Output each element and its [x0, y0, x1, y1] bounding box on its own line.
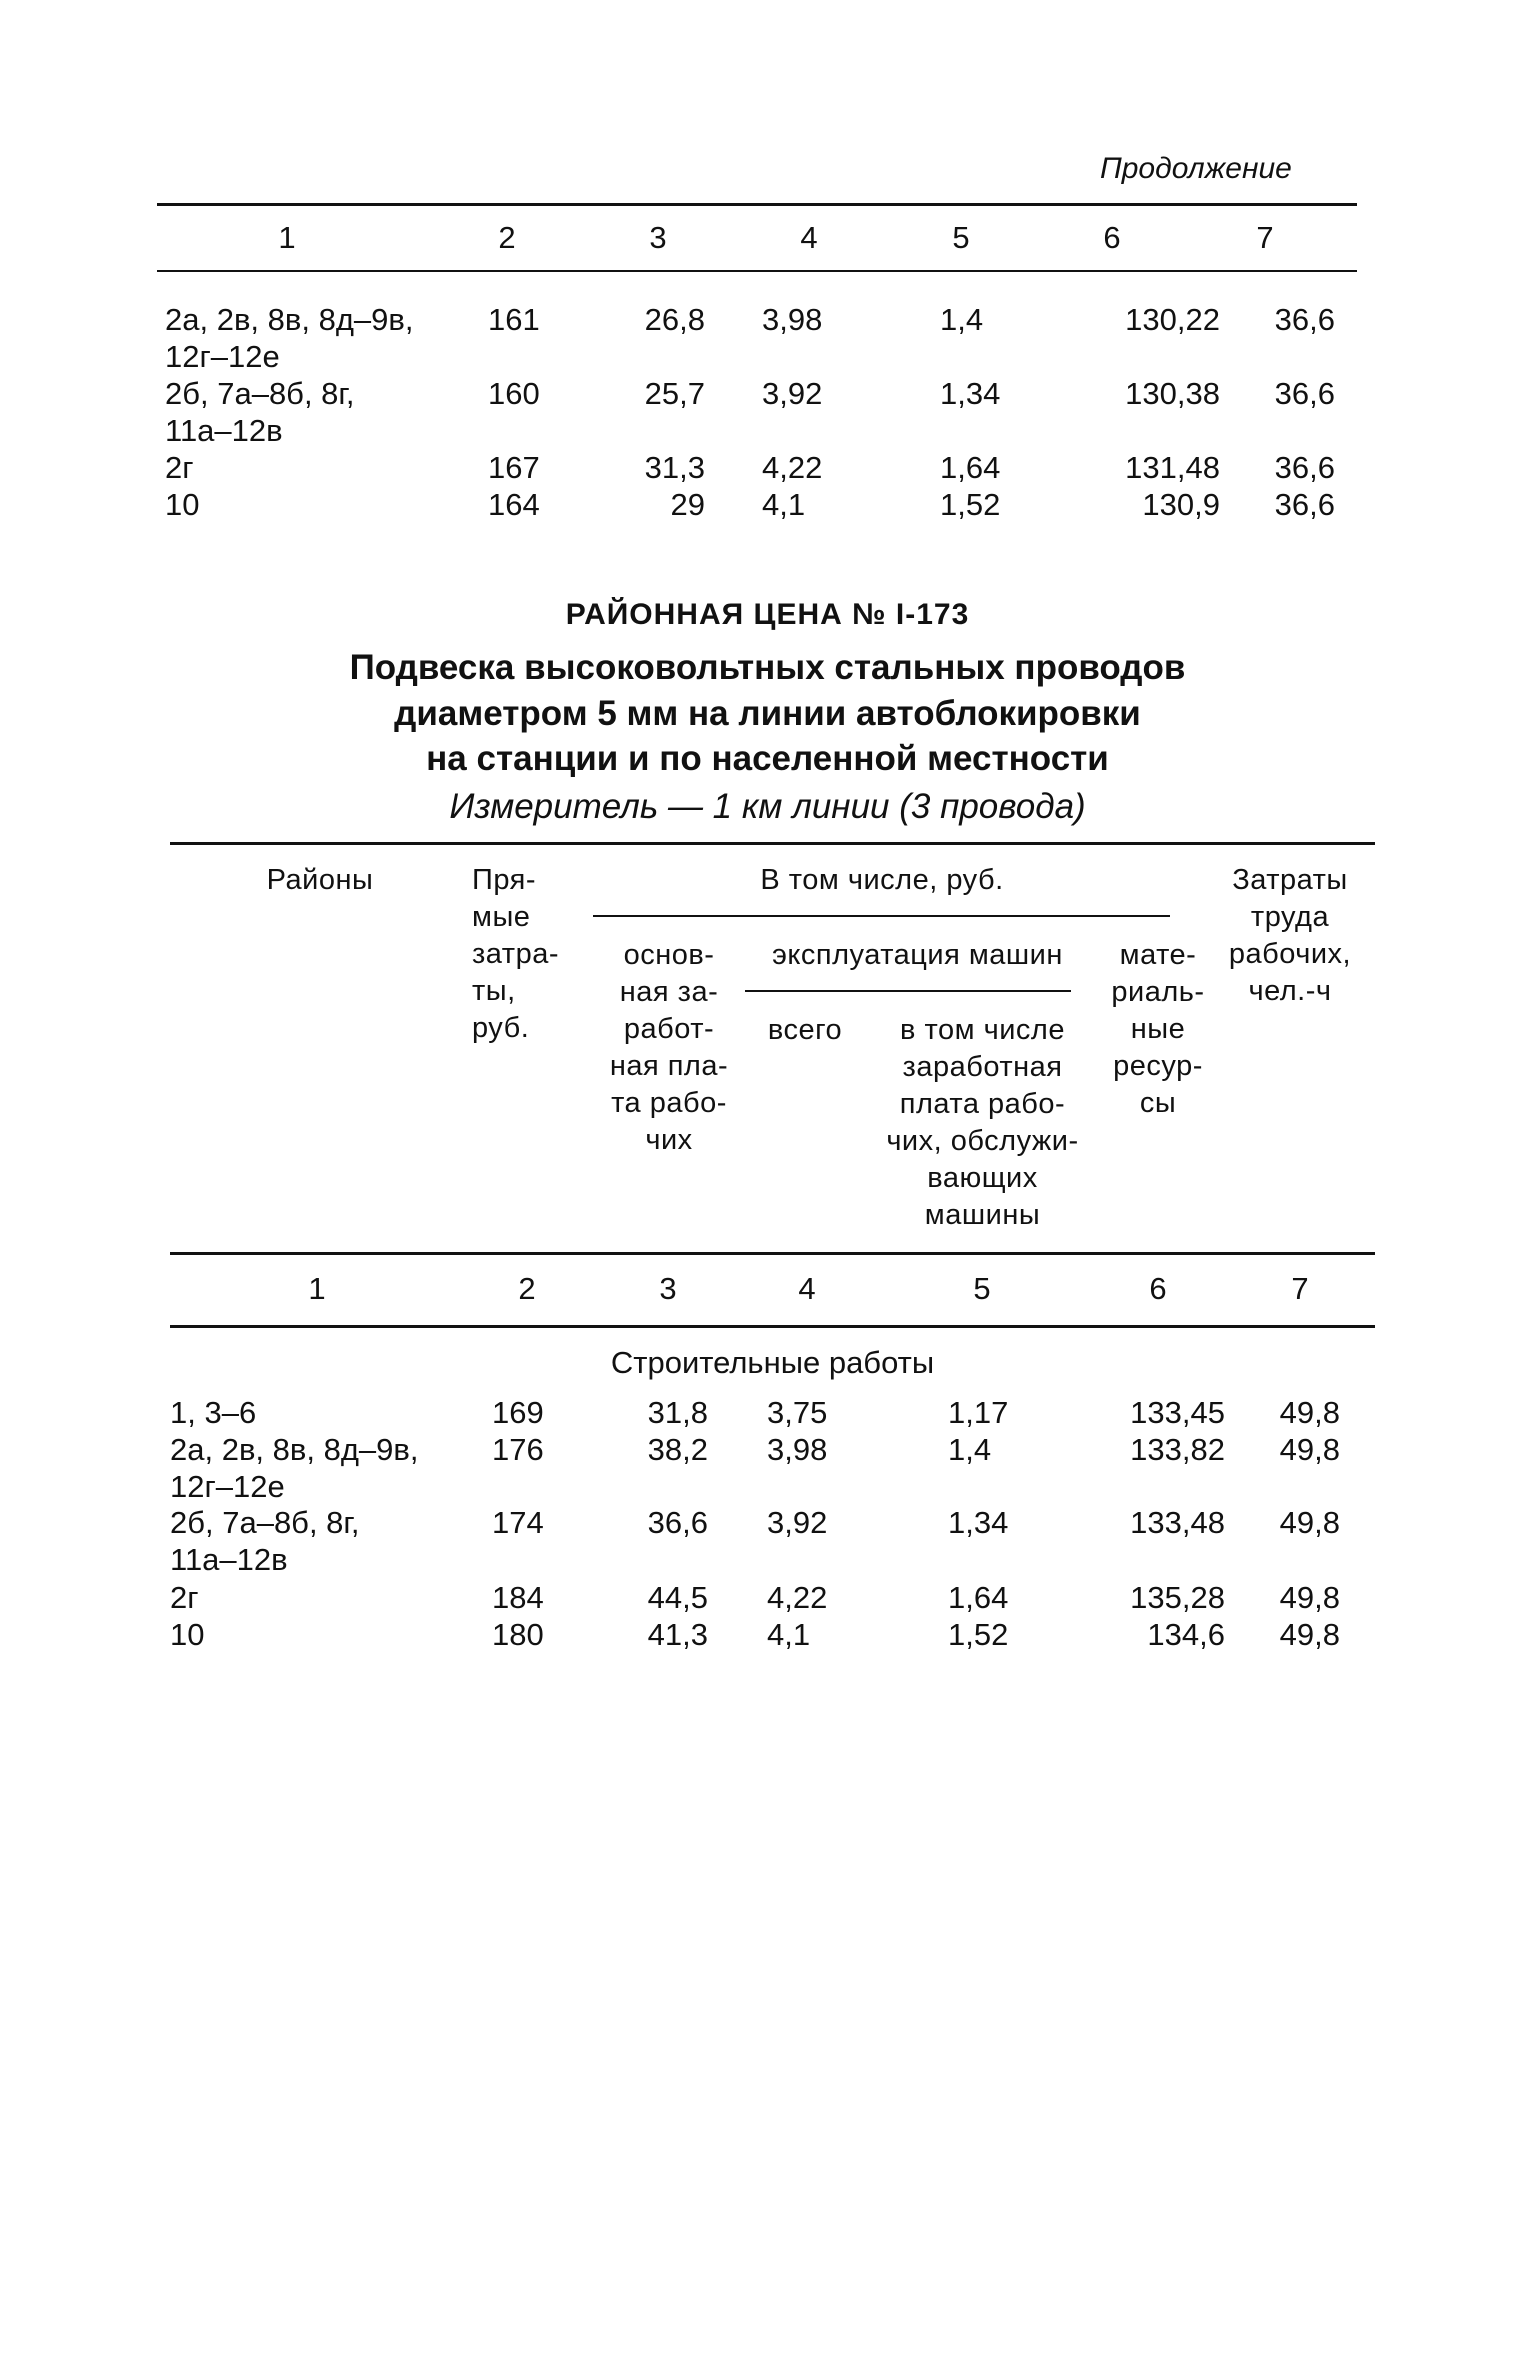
region-cell: 2г — [165, 450, 194, 485]
labor-cell: 49,8 — [1279, 1580, 1340, 1615]
colnum-bottom-rule — [170, 1325, 1375, 1328]
materials-cell: 130,22 — [1125, 302, 1220, 337]
machine-wage-cell: 1,4 — [940, 302, 984, 337]
continuation-label: Продолжение — [1100, 152, 1292, 185]
title-line-1: Подвеска высоковольтных стальных проводов — [349, 648, 1186, 687]
base-wage-cell: 38,2 — [647, 1432, 708, 1467]
machine-total-cell: 4,22 — [767, 1580, 828, 1615]
header-materials: сы — [1139, 1087, 1177, 1119]
labor-cell: 49,8 — [1279, 1617, 1340, 1652]
header-base-wage: основ- — [623, 939, 715, 971]
header-direct-costs: затра- — [472, 938, 559, 970]
bottom-colnum-5: 5 — [973, 1271, 991, 1306]
header-base-wage: та рабо- — [611, 1087, 727, 1119]
labor-cell: 49,8 — [1279, 1432, 1340, 1467]
machine-wage-cell: 1,52 — [940, 487, 1001, 522]
machine-total-cell: 3,75 — [767, 1395, 828, 1430]
bottom-colnum-3: 3 — [659, 1271, 677, 1306]
region-cell: 1, 3–6 — [170, 1395, 257, 1430]
machine-wage-cell: 1,4 — [948, 1432, 992, 1467]
region-cell: 2б, 7а–8б, 8г, — [165, 376, 355, 411]
machine-total-cell: 4,22 — [762, 450, 823, 485]
header-machine-wage: машины — [924, 1199, 1041, 1231]
top-colnum-5: 5 — [952, 220, 970, 255]
header-base-wage: чих — [645, 1124, 693, 1156]
direct-costs-cell: 161 — [488, 302, 540, 337]
header-base-wage: ная за- — [619, 976, 719, 1008]
header-machine-operation: эксплуатация машин — [772, 939, 1063, 971]
machine-wage-cell: 1,52 — [948, 1617, 1009, 1652]
header-machine-wage: заработная — [902, 1051, 1063, 1083]
bottom-colnum-4: 4 — [798, 1271, 816, 1306]
materials-cell: 130,9 — [1142, 487, 1220, 522]
bottom-colnum-1: 1 — [308, 1271, 326, 1306]
direct-costs-cell: 176 — [492, 1432, 544, 1467]
top-colnum-3: 3 — [649, 220, 667, 255]
header-labor: рабочих, — [1228, 938, 1352, 970]
region-cell-cont: 12г–12е — [170, 1469, 285, 1504]
top-colnum-6: 6 — [1103, 220, 1121, 255]
header-including: В том числе, руб. — [760, 864, 1004, 896]
machine-total-cell: 4,1 — [762, 487, 806, 522]
top-colnum-1: 1 — [278, 220, 296, 255]
machine-total-cell: 4,1 — [767, 1617, 811, 1652]
header-materials: риаль- — [1111, 976, 1205, 1008]
labor-cell: 36,6 — [1274, 487, 1335, 522]
header-materials: ные — [1130, 1013, 1186, 1045]
header-direct-costs: мые — [472, 901, 531, 933]
top-table-rule-top — [157, 203, 1357, 206]
bottom-colnum-2: 2 — [518, 1271, 536, 1306]
measure-line: Измеритель — 1 км линии (3 провода) — [449, 787, 1086, 826]
base-wage-cell: 36,6 — [647, 1505, 708, 1540]
machine-wage-cell: 1,64 — [940, 450, 1001, 485]
top-colnum-7: 7 — [1256, 220, 1274, 255]
base-wage-cell: 29 — [670, 487, 705, 522]
materials-cell: 134,6 — [1147, 1617, 1225, 1652]
header-machine-wage: вающих — [927, 1162, 1038, 1194]
header-including-rule — [593, 915, 1170, 917]
direct-costs-cell: 160 — [488, 376, 540, 411]
header-machine-total: всего — [767, 1014, 843, 1046]
materials-cell: 133,45 — [1130, 1395, 1225, 1430]
top-colnum-4: 4 — [800, 220, 818, 255]
labor-cell: 36,6 — [1274, 450, 1335, 485]
header-materials: ресур- — [1113, 1050, 1203, 1082]
base-wage-cell: 26,8 — [644, 302, 705, 337]
machine-total-cell: 3,92 — [762, 376, 823, 411]
direct-costs-cell: 169 — [492, 1395, 544, 1430]
header-regions: Районы — [266, 864, 374, 896]
labor-cell: 36,6 — [1274, 376, 1335, 411]
header-machine-rule — [745, 990, 1071, 992]
top-table-rule-mid — [157, 270, 1357, 272]
machine-total-cell: 3,98 — [762, 302, 823, 337]
header-materials: мате- — [1119, 939, 1197, 971]
base-wage-cell: 31,8 — [647, 1395, 708, 1430]
bottom-colnum-7: 7 — [1291, 1271, 1309, 1306]
materials-cell: 130,38 — [1125, 376, 1220, 411]
labor-cell: 49,8 — [1279, 1505, 1340, 1540]
section-label: Строительные работы — [610, 1345, 935, 1380]
materials-cell: 133,48 — [1130, 1505, 1225, 1540]
direct-costs-cell: 174 — [492, 1505, 544, 1540]
header-labor: Затраты — [1232, 864, 1348, 896]
region-cell: 2б, 7а–8б, 8г, — [170, 1505, 360, 1540]
region-cell: 10 — [170, 1617, 205, 1652]
machine-wage-cell: 1,34 — [940, 376, 1001, 411]
bottom-colnum-6: 6 — [1149, 1271, 1167, 1306]
header-base-wage: ная пла- — [609, 1050, 729, 1082]
labor-cell: 49,8 — [1279, 1395, 1340, 1430]
region-cell: 2а, 2в, 8в, 8д–9в, — [165, 302, 414, 337]
header-machine-wage: плата рабо- — [899, 1088, 1066, 1120]
region-cell-cont: 11а–12в — [170, 1542, 288, 1577]
materials-cell: 133,82 — [1130, 1432, 1225, 1467]
title-line-3: на станции и по населенной местности — [426, 739, 1109, 778]
header-direct-costs: ты, — [472, 975, 516, 1007]
base-wage-cell: 31,3 — [644, 450, 705, 485]
header-direct-costs: Пря- — [472, 864, 537, 896]
machine-wage-cell: 1,64 — [948, 1580, 1009, 1615]
title-line-2: диаметром 5 мм на линии автоблокировки — [394, 694, 1141, 733]
header-base-wage: работ- — [623, 1013, 715, 1045]
direct-costs-cell: 164 — [488, 487, 540, 522]
direct-costs-cell: 180 — [492, 1617, 544, 1652]
base-wage-cell: 41,3 — [647, 1617, 708, 1652]
header-machine-wage: чих, обслужи- — [886, 1125, 1079, 1157]
region-cell-cont: 12г–12е — [165, 339, 280, 374]
header-labor: труда — [1250, 901, 1330, 933]
bottom-table-rule-top — [170, 842, 1375, 845]
region-cell: 2а, 2в, 8в, 8д–9в, — [170, 1432, 419, 1467]
machine-total-cell: 3,92 — [767, 1505, 828, 1540]
base-wage-cell: 44,5 — [647, 1580, 708, 1615]
header-bottom-rule — [170, 1252, 1375, 1255]
materials-cell: 135,28 — [1130, 1580, 1225, 1615]
direct-costs-cell: 167 — [488, 450, 540, 485]
header-labor: чел.-ч — [1248, 975, 1332, 1007]
header-direct-costs: руб. — [472, 1012, 530, 1044]
region-cell-cont: 11а–12в — [165, 413, 283, 448]
machine-wage-cell: 1,17 — [948, 1395, 1009, 1430]
direct-costs-cell: 184 — [492, 1580, 544, 1615]
top-colnum-2: 2 — [498, 220, 516, 255]
region-cell: 2г — [170, 1580, 199, 1615]
base-wage-cell: 25,7 — [644, 376, 705, 411]
machine-total-cell: 3,98 — [767, 1432, 828, 1467]
header-machine-wage: в том числе — [900, 1014, 1065, 1046]
machine-wage-cell: 1,34 — [948, 1505, 1009, 1540]
price-heading: РАЙОННАЯ ЦЕНА № I-173 — [565, 598, 970, 631]
labor-cell: 36,6 — [1274, 302, 1335, 337]
region-cell: 10 — [165, 487, 200, 522]
materials-cell: 131,48 — [1125, 450, 1220, 485]
